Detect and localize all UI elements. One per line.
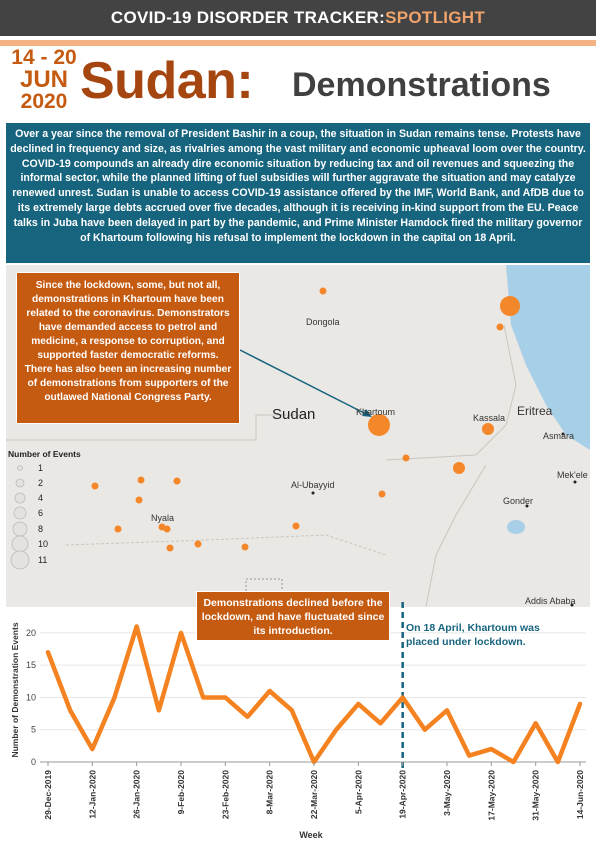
lockdown-note: On 18 April, Khartoum was placed under lockdown. [406,622,540,648]
data-point [423,728,426,731]
place-label: Al-Ubayyid [291,480,335,490]
event-point [453,462,465,474]
page-subtitle: Demonstrations [292,66,551,104]
data-point [556,761,559,764]
lake-tana [507,520,525,534]
x-tick-label: 29-Dec-2019 [43,770,53,820]
date-month: JUN [19,66,68,93]
legend-value: 2 [38,478,44,488]
event-point [320,288,327,295]
event-point [136,497,143,504]
x-tick-label: 3-May-2020 [442,770,452,816]
header-bar [0,0,596,36]
event-point [164,526,171,533]
y-tick-label: 15 [25,660,36,671]
x-tick-label: 26-Jan-2020 [131,770,142,819]
x-tick-label: 9-Feb-2020 [176,770,186,815]
data-point [91,748,94,751]
event-point [167,545,174,552]
intro-text: Over a year since the removal of President Bashir in a coup, the situation in Sudan remains tense. Protests have declined in frequency and size, as rivalries among the vast military and economic upheaval loom over the country. COVID-19 compounds an already dire economic situation by reducing tax and oil revenues and squeezing the informal sector, while the planned lifting of fuel subsidies will further aggravate the situation and may catalyze renewed unrest. Sudan is unable to access COVID-19 assistance offered by the IMF, World Bank, and AfDB due to its extremely large debts accrued over five decades, although it is receiving in-kind support from the EU. Peace talks in Juba have been delayed in part by the pandemic, and Prime Minister Hamdock fired the military governor of Khartoum following his refusal to implement the lockdown in the capital on 18 April. [6,123,590,263]
place-label: Eritrea [517,404,553,418]
x-tick-label: 23-Feb-2020 [220,770,231,820]
place-label: Nyala [151,513,175,523]
event-point [403,455,410,462]
event-point [368,414,390,436]
x-axis-title: Week [299,830,323,840]
data-point [113,696,116,699]
place-label: Mek'ele [557,470,588,480]
legend-title: Number of Events [8,449,81,459]
data-point [379,722,382,725]
data-point [579,702,582,705]
y-axis-title: Number of Demonstration Events [10,622,20,758]
event-point [92,483,99,490]
event-point [500,296,520,316]
place-label: Addis Ababa [525,596,576,606]
x-tick-label: 22-Mar-2020 [309,770,319,820]
red-sea [506,265,590,450]
data-point [357,702,360,705]
data-point [290,709,293,712]
country-label: Sudan [272,406,316,423]
header-title: COVID-19 DISORDER TRACKER: [110,8,386,27]
event-point [293,523,300,530]
data-point [224,696,227,699]
data-point [69,709,72,712]
place-label: Dongola [306,317,340,327]
event-point [482,423,494,435]
date-range: 14 - 20 [11,46,77,69]
map-callout: Since the lockdown, some, but not all, demonstrations in Khartoum have been related to the coronavirus. Demonstrators have demanded access to petrol and medicine, a response to corruption, and supported faster democratic reforms. There has also been an increasing number of demonstrations from supporters of the outlawed National Congress Party. [16,272,240,424]
border-line [426,465,486,607]
data-point [490,748,493,751]
border-line [386,325,516,460]
city-markers [312,433,577,607]
data-point [202,696,205,699]
data-point [135,625,138,628]
y-tick-label: 0 [30,757,36,767]
legend-value: 1 [38,463,44,473]
data-point [534,722,537,725]
event-point [115,526,122,533]
legend-value: 8 [38,524,44,534]
legend-value: 10 [38,539,49,549]
data-point [180,631,183,634]
date-year: 2020 [20,90,68,113]
x-tick-label: 14-Jun-2020 [575,770,585,820]
event-point [174,478,181,485]
border-line [66,535,386,555]
data-point [157,709,160,712]
header-highlight: SPOTLIGHT [385,8,486,27]
x-tick-label: 12-Jan-2020 [87,770,98,819]
data-point [446,709,449,712]
x-tick-label: 17-May-2020 [486,770,497,821]
data-point [268,690,271,693]
legend-symbols [8,459,68,579]
data-point [468,754,471,757]
event-point [379,491,386,498]
data-point [512,761,515,764]
data-point [47,651,50,654]
legend-value: 4 [38,493,44,503]
x-tick-label: 19-Apr-2020 [397,770,408,819]
place-label: Khartoum [356,407,396,417]
event-point [497,324,504,331]
data-point [335,728,338,731]
event-point [242,544,249,551]
map-legend [8,449,81,579]
place-label: Asmara [543,431,575,441]
x-tick-label: 31-May-2020 [530,770,541,821]
chart-callout: Demonstrations declined before the lockdown, and have fluctuated since its introduction. [196,591,390,641]
place-label: Kassala [473,413,506,423]
data-point [246,715,249,718]
event-point [195,541,202,548]
y-tick-label: 10 [25,692,36,703]
data-point [401,696,404,699]
legend-value: 6 [38,508,44,518]
page-title: Sudan: [80,52,254,110]
event-point [138,477,145,484]
y-tick-label: 5 [30,724,36,735]
x-tick-label: 8-Mar-2020 [264,770,275,815]
date-block [8,47,80,113]
place-label: Gonder [503,496,534,506]
x-tick-label: 5-Apr-2020 [353,770,364,814]
legend-value: 11 [38,555,48,565]
y-tick-label: 20 [25,627,36,638]
